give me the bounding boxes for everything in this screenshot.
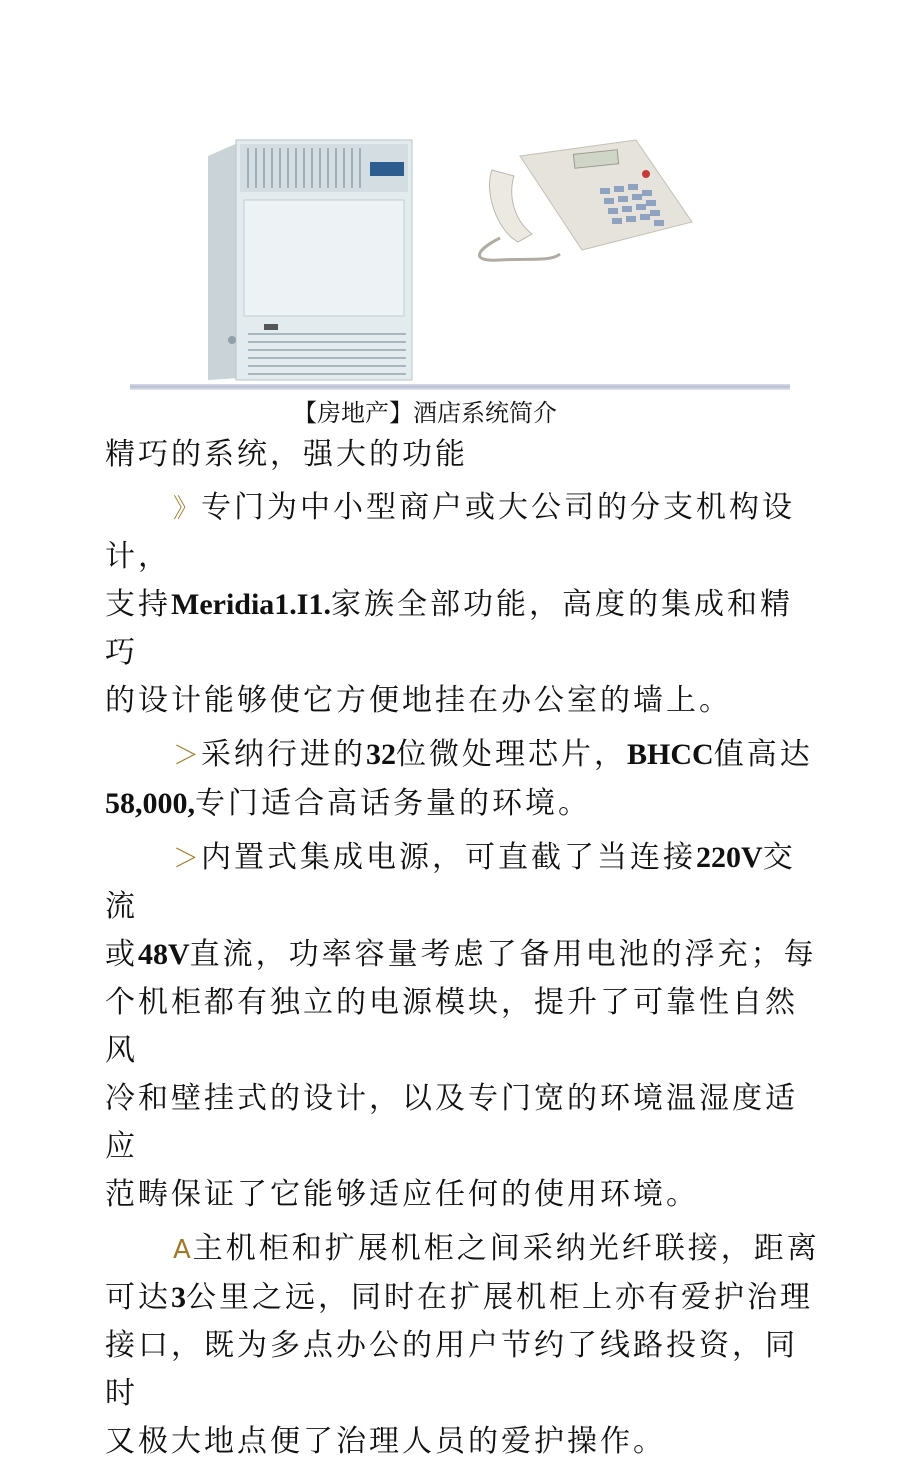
paragraph-line: 或48V直流，功率容量考虑了备用电池的浮充；每: [105, 937, 817, 972]
paragraph-4: [105, 1225, 821, 1466]
paragraph-line: 主机柜和扩展机柜之间采纳光纤联接，距离: [192, 1231, 820, 1266]
document-body: [105, 432, 821, 1466]
paragraph-line: 冷和壁挂式的设计，以及专门宽的环境温湿度适应: [105, 1081, 798, 1164]
figure-caption: [0, 393, 920, 433]
paragraph-line: 内置式集成电源，可直截了当连接220V交流: [105, 840, 796, 924]
desk-phone-icon: [470, 130, 700, 270]
paragraph-line: 58,000,专门适合高话务量的环境。: [105, 786, 591, 821]
paragraph-line: 专门为中小型商户或大公司的分支机构设计，: [105, 490, 796, 574]
bullet-marker: 》: [173, 494, 202, 524]
pbx-cabinet-icon: [200, 128, 426, 386]
paragraph-line: 的设计能够使它方便地挂在办公室的墙上。: [105, 683, 732, 718]
bullet-marker: A: [173, 1235, 193, 1265]
paragraph-line: 范畴保证了它能够适应任何的使用环境。: [105, 1177, 699, 1212]
bullet-marker: ＞: [173, 844, 202, 874]
section-heading: 精巧的系统，强大的功能: [105, 437, 468, 472]
product-figure: [130, 120, 790, 392]
paragraph-3: [105, 834, 821, 1219]
paragraph-line: 支持Meridia1.I1.家族全部功能，高度的集成和精巧: [105, 587, 793, 670]
paragraph-line: 个机柜都有独立的电源模块，提升了可靠性自然风: [105, 985, 798, 1068]
paragraph-line: 接口，既为多点办公的用户节约了线路投资，同时: [105, 1328, 798, 1411]
caption-text: 【房地产】酒店系统简介: [293, 399, 557, 427]
latin-term: BHCC: [627, 738, 714, 771]
paragraph-2: [105, 731, 821, 828]
latin-term: Meridia1.I1.: [171, 588, 331, 621]
paragraph-line: 又极大地点便了治理人员的爱护操作。: [105, 1424, 666, 1459]
paragraph-line: 可达3公里之远，同时在扩展机柜上亦有爱护治理: [105, 1280, 813, 1315]
latin-term: 220V: [696, 841, 763, 874]
latin-term: 48V: [138, 938, 190, 971]
figure-divider: [130, 384, 790, 390]
bullet-marker: ＞: [173, 741, 202, 771]
latin-term: 32: [366, 738, 397, 771]
paragraph-1: [105, 484, 821, 725]
latin-term: 3: [171, 1281, 186, 1314]
latin-term: 58,000,: [105, 787, 195, 820]
paragraph-line: 采纳行进的32位微处理芯片，BHCC值高达: [201, 737, 813, 772]
